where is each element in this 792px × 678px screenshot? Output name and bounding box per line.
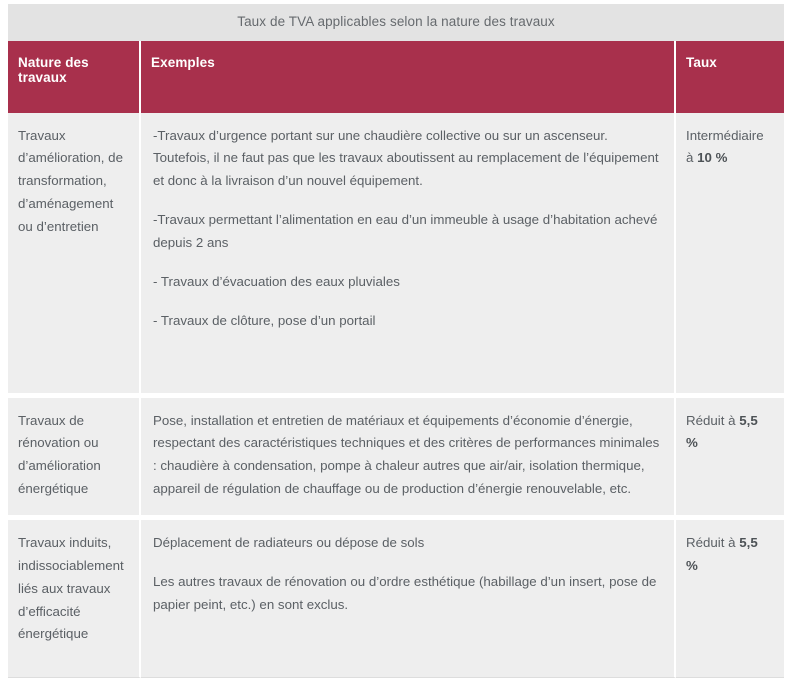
tva-rates-table <box>8 41 784 678</box>
taux-rate: 5,5 % <box>686 535 758 573</box>
taux-rate: 5,5 % <box>686 412 758 451</box>
cell-examples <box>141 520 676 678</box>
cell-taux <box>676 113 784 398</box>
cell-spacer <box>153 349 662 379</box>
table-header <box>8 41 784 113</box>
taux-prefix: Réduit à <box>686 535 740 550</box>
example-paragraph: -Travaux d’urgence portant sur une chaudière collective ou sur un ascenseur. Toutefois, il ne faut pas que les travaux aboutissent au remplacement de l’équipement et donc à la livraison d’un nouvel équipement. <box>153 127 659 189</box>
cell-taux <box>676 520 784 678</box>
column-header-exemples: Exemples <box>141 41 676 113</box>
table-row <box>8 113 784 398</box>
example-paragraph: Les autres travaux de rénovation ou d’ordre esthétique (habillage d’un insert, pose de papier peint, etc.) en sont exclus. <box>153 573 657 612</box>
taux-prefix: Réduit à <box>686 412 740 428</box>
table-header-row <box>8 41 784 113</box>
column-header-taux: Taux <box>676 41 784 113</box>
tva-table-container <box>8 4 784 678</box>
table-row <box>8 398 784 520</box>
table-row <box>8 520 784 678</box>
cell-nature <box>8 520 141 678</box>
nature-text: Travaux d’amélioration, de transformation, d’aménagement ou d’entretien <box>18 127 123 234</box>
example-paragraph: -Travaux permettant l’alimentation en eau d’un immeuble à usage d’habitation achevé depuis 2 ans <box>153 212 658 250</box>
example-paragraph: Déplacement de radiateurs ou dépose de sols <box>153 535 425 550</box>
nature-text: Travaux de rénovation ou d’amélioration énergétique <box>18 412 101 497</box>
cell-examples <box>141 398 676 520</box>
nature-text: Travaux induits, indissociablement liés aux travaux d’efficacité énergétique <box>18 535 124 642</box>
table-caption: Taux de TVA applicables selon la nature des travaux <box>8 4 784 41</box>
cell-nature <box>8 398 141 520</box>
cell-examples <box>141 113 676 398</box>
taux-prefix: Intermédiaire à <box>686 127 764 166</box>
example-paragraph: - Travaux d’évacuation des eaux pluviales <box>153 273 400 289</box>
cell-nature <box>8 113 141 398</box>
column-header-nature: Nature des travaux <box>8 41 141 113</box>
taux-rate: 10 % <box>697 150 728 166</box>
cell-spacer <box>153 633 662 663</box>
example-paragraph: - Travaux de clôture, pose d’un portail <box>153 312 376 328</box>
cell-taux <box>676 398 784 520</box>
example-paragraph: Pose, installation et entretien de matériaux et équipements d’économie d’énergie, respectant des caractéristiques techniques et des critères de performances minimales : chaudière à condensation, pompe à chaleur autres que air/air, isolation thermique, appareil de régulation de chauffage ou de production d’énergie renouvelable, etc. <box>153 412 660 497</box>
table-body <box>8 113 784 678</box>
